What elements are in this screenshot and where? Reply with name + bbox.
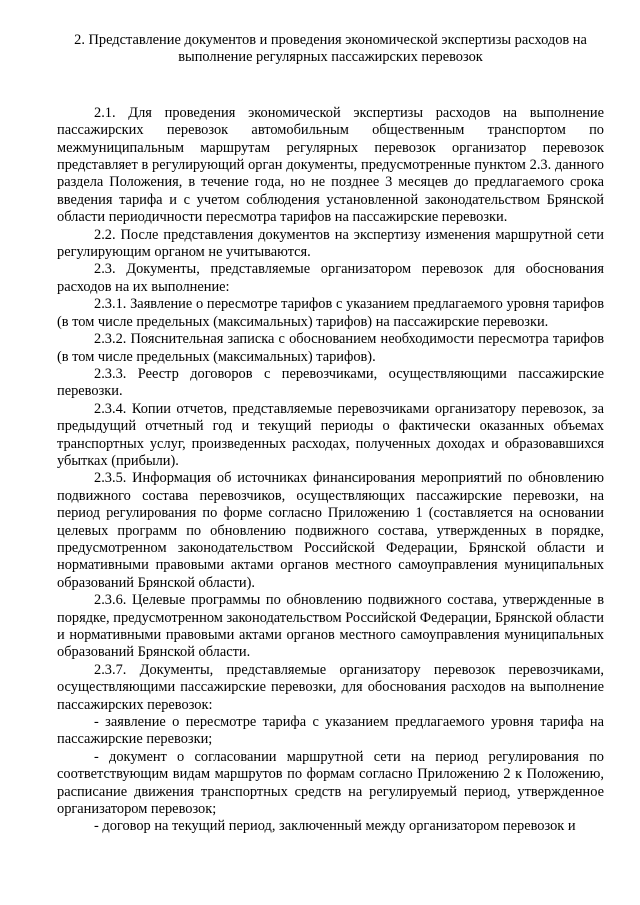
paragraph: 2.3.7. Документы, представляемые организатору перевозок перевозчиками, осуществляющими пассажирские перевозки, для обоснования расходов на выполнение пассажирских перевозок: — [57, 661, 604, 713]
paragraph: 2.3.1. Заявление о пересмотре тарифов с указанием предлагаемого уровня тарифов (в том числе предельных (максимальных) тарифов) на пассажирские перевозки. — [57, 296, 604, 330]
paragraph: 2.3.6. Целевые программы по обновлению подвижного состава, утвержденные в порядке, предусмотренном законодательством Российской Федерации, Брянской области и нормативными правовыми актами органов местного самоуправления муниципальных образований Брянской области. — [57, 592, 604, 661]
section-title: 2. Представление документов и проведения экономической экспертизы расходов на выполнение регулярных пассажирских перевозок — [74, 32, 587, 66]
paragraph: - договор на текущий период, заключенный между организатором перевозок и — [94, 818, 576, 835]
paragraph: 2.2. После представления документов на экспертизу изменения маршрутной сети регулирующим органом не учитываются. — [57, 226, 604, 261]
paragraph: 2.3.3. Реестр договоров с перевозчиками, осуществляющими пассажирские перевозки. — [57, 365, 604, 400]
paragraph: 2.1. Для проведения экономической экспертизы расходов на выполнение пассажирских перевозок автомобильным общественным транспортом по межмуниципальным маршрутам регулярных перевозок организатор перевозок представляет в регулирующий орган документы, предусмотренные пунктом 2.3. данного раздела Положения, в течение года, но не позднее 3 месяцев до предлагаемого срока введения тарифа и с учетом соблюдения установленной законодательством Брянской области периодичности пересмотра тарифов на пассажирские перевозки. — [57, 104, 604, 226]
document-body — [57, 105, 604, 836]
paragraph: 2.3. Документы, представляемые организатором перевозок для обоснования расходов на их выполнение: — [57, 261, 604, 295]
paragraph: - документ о согласовании маршрутной сети на период регулирования по соответствующим видам маршрутов по формам согласно Приложению 2 к Положению, расписание движения транспортных средств на регулируемый период, утвержденное организатором перевозок; — [57, 748, 604, 818]
paragraph: 2.3.2. Пояснительная записка с обоснованием необходимости пересмотра тарифов (в том числе предельных (максимальных) тарифов). — [57, 331, 604, 365]
paragraph: - заявление о пересмотре тарифа с указанием предлагаемого уровня тарифа на пассажирские перевозки; — [57, 714, 604, 748]
paragraph: 2.3.5. Информация об источниках финансирования мероприятий по обновлению подвижного состава перевозчиков, осуществляющих пассажирские перевозки, на период регулирования по форме согласно Приложению 1 (составляется на основании целевых программ по обновлению подвижного состава, утвержденных в порядке, предусмотренном законодательством Российской Федерации, Брянской области и нормативными правовыми актами органов местного самоуправления муниципальных образований Брянской области). — [57, 470, 604, 591]
paragraph: 2.3.4. Копии отчетов, представляемые перевозчиками организатору перевозок, за предыдущий отчетный год и текущий периоды о фактически оказанных объемах транспортных услуг, произведенных расходах, полученных доходах и образовавшихся убытках (прибыли). — [57, 400, 604, 469]
